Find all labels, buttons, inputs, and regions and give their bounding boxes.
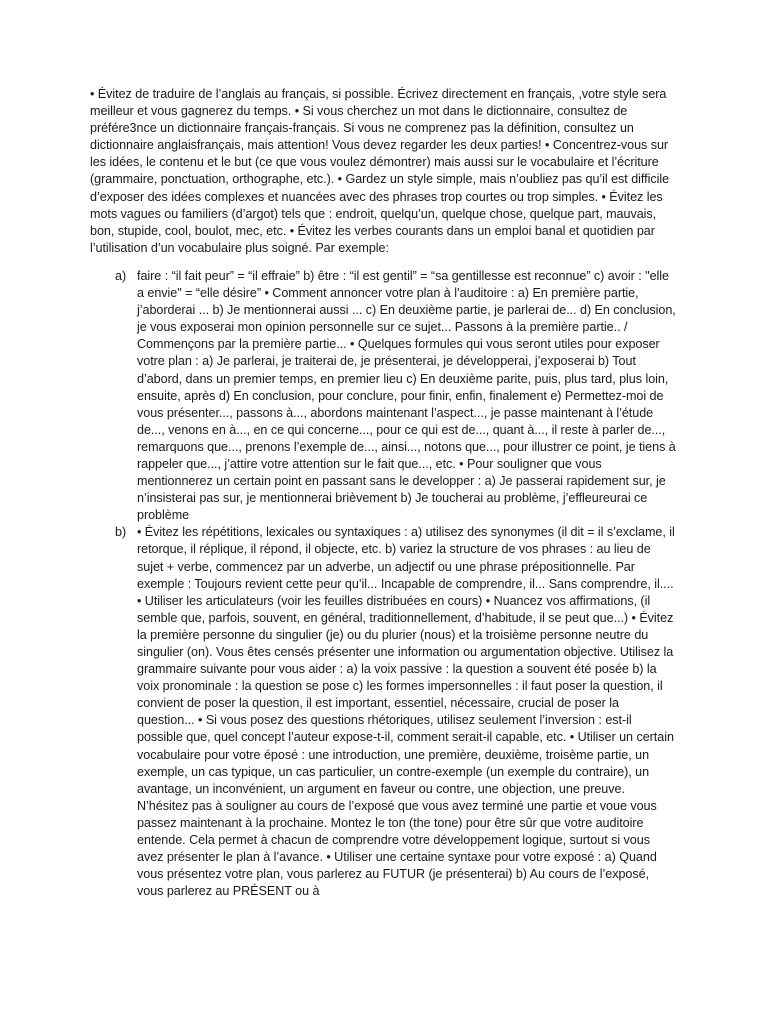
list-marker-a: a) [115, 268, 127, 283]
list-item-a-text: faire : “il fait peur” = “il effraie” b) être : “il est gentil” = “sa gentillesse est reconnue” c) avoir : "elle a envie" = “elle désire” • Comment annoncer votre plan à l’auditoire : a) En première partie, j’aborderai ... b) Je mentionnerai aussi ... c) En deuxième partie, je parlerai de... d) En conclusion, je vous exposerai mon opinion personnelle sur ce sujet... Passons à la première partie.. / Commençons par la première partie... • Quelques formules qui vous seront utiles pour exposer votre plan : a) Je parlerai, je traiterai de, je présenterai, je développerai, j’exposerai b) Tout d’abord, dans un premier temps, en premier lieu c) En deuxième parite, puis, plus tard, plus loin, ensuite, après d) En conclusion, pour conclure, pour finir, enfin, finalement e) Permettez-moi de vous présenter..., passons à..., abordons maintenant l’aspect..., je passe maintenant à l’étude de..., venons en à..., en ce qui concerne..., pour ce qui est de..., quant à..., il reste à parler de..., remarquons que..., prenons l’exemple de..., ainsi..., notons que..., pour illustrer ce point, je tiens à rappeler que..., j’attire votre attention sur le fait que..., etc. • Pour souligner que vous mentionnerez un certain point en passant sans le developper : a) Je passerai rapidement sur, je n’insisterai pas sur, je mentionnerai brièvement b) Je toucherai au problème, j’effleureurai ce problème [137, 268, 676, 523]
list-item-a [90, 268, 678, 524]
lettered-list [90, 268, 678, 900]
list-item-b [90, 524, 678, 900]
list-marker-b: b) [115, 525, 127, 540]
intro-paragraph: • Évitez de traduire de l’anglais au français, si possible. Écrivez directement en français, ,votre style sera meilleur et vous gagnerez du temps. • Si vous cherchez un mot dans le dictionnaire, consultez de préfére3nce un dictionnaire français-français. Si vous ne comprenez pas la définition, consultez un dictionnaire anglaisfrançais, mais attention! Vous devez regarder les deux parties! • Concentrez-vous sur les idées, le contenu et le but (ce que vous voulez démontrer) mais aussi sur le vocabulaire et l’écriture (grammaire, ponctuation, orthographe, etc.). • Gardez un style simple, mais n’oubliez pas qu’il est difficile d’exposer des idées complexes et nuancées avec des phrases trop courtes ou trop simples. • Évitez les mots vagues ou familiers (d’argot) tels que : endroit, quelqu’un, quelque chose, quelque part, mauvais, bon, stupide, cool, boulot, mec, etc. • Évitez les verbes courants dans un emploi banal et quotidien par l’utilisation d’un vocabulaire plus soigné. Par exemple: [90, 87, 670, 255]
list-item-b-text: • Évitez les répétitions, lexicales ou syntaxiques : a) utilisez des synonymes (il dit = il s’exclame, il retorque, il réplique, il répond, il objecte, etc. b) variez la structure de vos phrases : au lieu de sujet + verbe, commencez par un adverbe, un adjectif ou une phrase prépositionnelle. Par exemple : Toujours revient cette peur qu’il... Incapable de comprendre, il... Sans comprendre, il.... • Utiliser les articulateurs (voir les feuilles distribuées en cours) • Nuancez vos affirmations, (il semble que, parfois, souvent, en général, traditionnellement, d’habitude, il se peut que...) • Évitez la première personne du singulier (je) ou du plurier (nous) et la troisième personne neutre du singulier (on). Vous êtes censés présenter une information ou argumentation objective. Utilisez la grammaire suivante pour vous aider : a) la voix passive : la question a souvent été posée b) la voix pronominale : la question se pose c) les formes impersonnelles : il faut poser la question, il convient de poser la question, il est important, essentiel, nécessaire, crucial de poser la question... • Si vous posez des questions rhétoriques, utilisez seulement l’inversion : est-il possible que, quel concept l’auteur expose-t-il, comment serait-il capable, etc. • Utiliser un certain vocabulaire pour votre éposé : une introduction, une première, deuxième, troisème partie, un exemple, un cas typique, un cas particulier, un contre-exemple (un exemple du contraire), un avantage, un inconvénient, un argument en faveur ou contre, une objection, une preuve. N’hésitez pas à souligner au cours de l’exposé que vous avez terminé une partie et voue vous passez maintenant à la prochaine. Montez le ton (the tone) pour être sûr que votre auditoire entende. Cela permet à chacun de comprendre votre développement logique, surtout si vous avez présenter le plan à l’avance. • Utiliser une certaine syntaxe pour votre exposé : a) Quand vous présentez votre plan, vous parlerez au FUTUR (je présenterai) b) Au cours de l’exposé, vous parlerez au PRÉSENT ou à [137, 525, 675, 899]
